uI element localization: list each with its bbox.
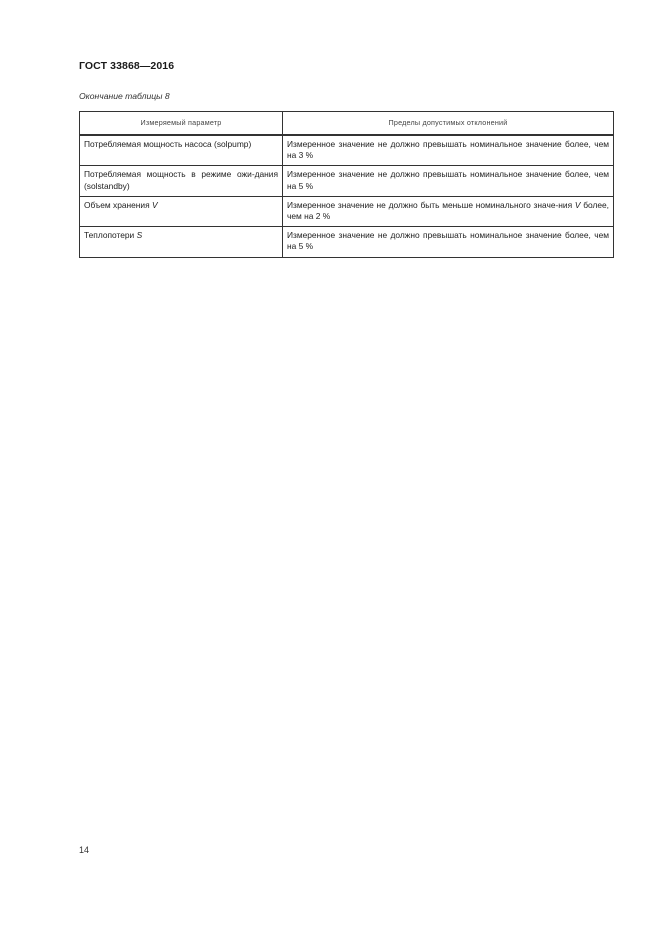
limit-cell <box>283 196 614 226</box>
limit-text-end: более, чем на 2 % <box>287 199 609 222</box>
parameter-variable: S <box>136 230 143 241</box>
table-row <box>80 135 614 166</box>
limit-text: Измеренное значение не должно превышать номинальное значение более, чем на 3 % <box>287 139 609 161</box>
limit-text: Измеренное значение не должно быть меньше номинального значе-ния <box>287 199 575 210</box>
table-row <box>80 227 614 257</box>
parameter-cell <box>80 166 283 196</box>
table-row <box>80 196 614 226</box>
parameter-text: Объем хранения <box>84 199 152 210</box>
parameter-cell <box>80 196 283 226</box>
parameter-text: Потребляемая мощность насоса (solpump) <box>84 139 252 149</box>
table-header-row <box>80 112 614 136</box>
parameter-cell <box>80 135 283 166</box>
limit-cell <box>283 166 614 196</box>
parameter-text: Теплопотери <box>84 230 137 241</box>
column-header-limits: Пределы допустимых отклонений <box>283 112 614 136</box>
limit-text: Измеренное значение не должно превышать номинальное значение более, чем на 5 % <box>287 230 609 252</box>
column-header-parameter: Измеряемый параметр <box>80 112 283 136</box>
table-caption: Окончание таблицы 8 <box>79 91 170 101</box>
parameter-cell <box>80 227 283 257</box>
table-row <box>80 166 614 196</box>
limit-cell <box>283 227 614 257</box>
parameter-text: Потребляемая мощность в режиме ожи-дания (solstandby) <box>84 169 278 191</box>
page-number: 14 <box>79 845 90 855</box>
parameter-variable: V <box>151 199 158 210</box>
limit-text: Измеренное значение не должно превышать номинальное значение более, чем на 5 % <box>287 169 609 191</box>
limit-variable: V <box>574 199 581 210</box>
tolerance-table <box>79 111 614 258</box>
limit-cell <box>283 135 614 166</box>
document-header: ГОСТ 33868—2016 <box>79 60 175 72</box>
